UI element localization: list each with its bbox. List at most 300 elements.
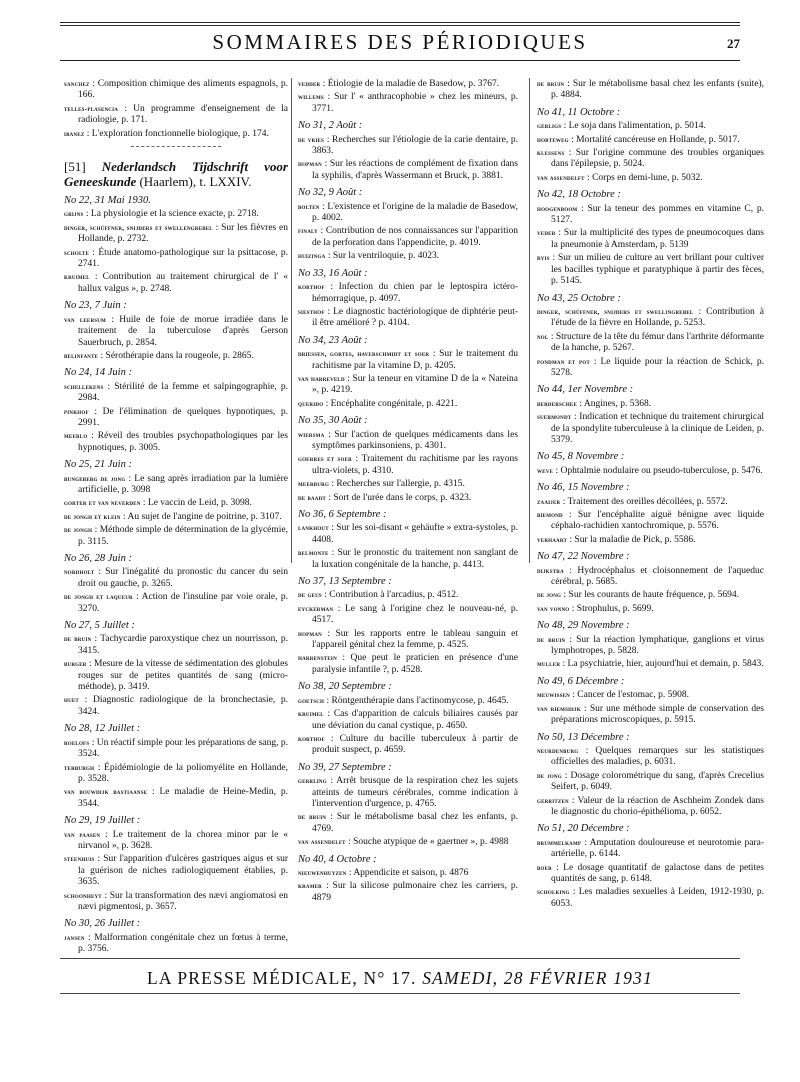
article-entry [537, 306, 764, 330]
article-title: : Sur la teneur des pommes en vitamine C, p. 5127. [551, 203, 764, 226]
article-author: grijns [64, 209, 84, 219]
article-entry [298, 281, 518, 305]
column-3-top-entries [537, 78, 764, 102]
article-entry [64, 128, 288, 140]
column-3 [537, 78, 764, 911]
article-title: : De l'élimination de quelques hypnotiques, p. 2991. [78, 406, 288, 428]
article-entry [537, 703, 764, 727]
article-title: : Sur l'apparition d'ulcères gastriques aigus et sur la guérison de niches radiologiquement établies, p. 3635. [78, 854, 288, 888]
article-title: : Hydrocéphalus et cloisonnement de l'aqueduc cérébral, p. 5685. [551, 565, 764, 588]
article-author: korthof [298, 733, 325, 743]
article-title: : Sur l'origine commune des troubles organiques dans l'épilepsie, p. 5024. [551, 148, 764, 170]
article-title: : Sur l'inégalité du pronostic du cancer du sein droit ou gauche, p. 3265. [78, 567, 288, 589]
article-title: : Composition chimique des aliments espagnols, p. 166. [78, 79, 288, 101]
article-title: : Culture du bacille tuberculeux à partir de produit suspect, p. 4659. [312, 733, 518, 756]
article-title: : La physiologie et la science exacte, p. 2718. [83, 209, 259, 220]
issue-heading: No 48, 29 Novembre : [537, 620, 630, 632]
column-3-sections [537, 107, 764, 910]
article-title: : Strophulus, p. 5699. [569, 603, 654, 614]
article-title: : Réveil des troubles psychopathologiques par les hypnotiques, p. 3005. [78, 431, 288, 453]
article-title: : Valeur de la réaction de Aschheim Zondek dans le diagnostic du chorio-épithélioma, p. 6052. [551, 795, 764, 817]
article-title: : Le sang après irradiation par la lumière artificielle, p. 3098 [78, 473, 289, 495]
header-rule-top [60, 22, 740, 23]
article-author: klessens [537, 148, 565, 158]
article-title: : Structure de la tête du fémur dans l'arthrite déformante de la hanche, p. 5267. [548, 331, 764, 354]
article-title: : La psychiatrie, hier, aujourd'hui et demain, p. 5843. [560, 659, 764, 670]
page-title: SOMMAIRES DES PÉRIODIQUES [212, 30, 588, 54]
article-entry [64, 222, 288, 246]
article-author: meerlo [64, 431, 88, 441]
article-entry [64, 829, 288, 853]
article-entry [537, 862, 764, 886]
article-author: kruimel [64, 272, 90, 282]
article-title: : Corps en demi-lune, p. 5032. [584, 172, 703, 183]
article-author: pinkhof [64, 406, 89, 416]
article-entry [537, 770, 764, 794]
article-title: : Le soja dans l'alimentation, p. 5014. [561, 121, 706, 132]
article-author: van harreveld [298, 373, 345, 383]
article-entry [298, 775, 518, 810]
article-title: : Étiologie de la maladie de Basedow, p. 3767. [320, 79, 500, 89]
article-entry [298, 628, 518, 652]
issue-heading: No 42, 18 Octobre : [537, 189, 621, 201]
article-title: : Sérothérapie dans la rougeole, p. 2865. [98, 350, 254, 361]
article-entry [64, 430, 288, 454]
article-author: querido [298, 398, 324, 408]
article-author: sanchez [64, 79, 90, 88]
article-entry [298, 811, 518, 835]
article-entry [537, 658, 764, 670]
article-entry [64, 932, 288, 956]
article-title: : Sur le métabolisme basal chez les enfants, p. 4769. [312, 812, 518, 834]
article-author: de jongh et klein [64, 511, 121, 521]
journal-number: [51] [64, 159, 102, 175]
article-author: muller [537, 659, 561, 669]
article-entry [537, 203, 764, 227]
article-entry [64, 658, 288, 693]
column-divider-2 [529, 78, 530, 563]
article-title: : Mesure de la vitesse de sédimentation des globules rouges sur de petites quantités de sang (micro-méthode), p. 3419. [78, 659, 288, 693]
article-entry [298, 836, 518, 848]
issue-heading: No 32, 9 Août : [298, 187, 363, 199]
article-title: : Sur la teneur en vitamine D de la « Nateina », p. 4219. [312, 373, 519, 396]
article-title: : Sur les courants de haute fréquence, p. 5694. [561, 590, 739, 601]
article-title: : Sur le métabolisme basal chez les enfants (suite), p. 4884. [551, 79, 764, 101]
article-author: gerritzen [537, 795, 569, 805]
article-entry [64, 737, 288, 761]
footer-rule-bottom [60, 993, 740, 994]
article-title: : Un réactif simple pour les préparations de sang, p. 3524. [78, 737, 288, 760]
issue-heading: No 40, 4 Octobre : [298, 853, 377, 865]
article-title: : Sort de l'urée dans le corps, p. 4323. [325, 492, 472, 503]
issue-heading: No 24, 14 Juin : [64, 367, 132, 379]
article-entry [298, 708, 518, 732]
article-title: : Malformation congénitale chez un fœtus à terme, p. 3756. [78, 932, 288, 955]
article-author: de baadt [298, 492, 326, 502]
article-author: wiersma [298, 429, 325, 439]
article-author: willems [298, 92, 324, 102]
article-author: vedder [298, 79, 321, 88]
article-title: : Sur la silicose pulmonaire chez les carriers, p. 4879 [312, 881, 518, 903]
article-title: : Sur l'encéphalite aiguë bénigne avec liquide céphalo-rachidien xantochromique, p. 5576. [551, 510, 764, 532]
article-title: : Traitement des oreilles décollées, p. 5572. [560, 496, 728, 507]
article-entry [537, 78, 764, 102]
footer-rule-top [60, 958, 740, 959]
article-entry [64, 473, 288, 497]
article-author: goetsch [298, 695, 325, 705]
article-title: : Le vaccin de Leid, p. 3098. [140, 498, 252, 509]
article-title: : Un programme d'enseignement de la radiologie, p. 171. [78, 103, 288, 126]
article-entry [64, 694, 288, 718]
article-entry [64, 762, 288, 786]
article-entry [64, 314, 288, 349]
article-entry [298, 78, 518, 90]
article-entry [64, 208, 288, 220]
article-author: nol [537, 331, 549, 341]
article-author: veder [537, 228, 556, 238]
article-author: de jong [537, 590, 562, 600]
article-title: : Recherches sur l'allergie, p. 4315. [329, 479, 465, 490]
article-author: de bruin [537, 79, 565, 88]
article-author: hopman [298, 628, 322, 638]
issue-heading: No 47, 22 Novembre : [537, 551, 630, 563]
article-title: : Sur la réaction lymphatique, ganglions et virus lymphotropes, p. 5828. [551, 634, 764, 657]
article-author: ryis [537, 253, 550, 263]
article-author: dinger, schüffner, snijders et swellingrebel [537, 306, 694, 316]
article-author: bungeberg de jong [64, 473, 126, 483]
article-author: suermondt [537, 412, 572, 422]
article-title: : Sur les soi-disant « gehäufte » extra-systoles, p. 4408. [312, 523, 518, 545]
article-author: belmonte [298, 548, 329, 558]
article-entry [298, 250, 518, 262]
article-author: roelofs [64, 737, 90, 747]
issue-heading: No 36, 6 Septembre : [298, 509, 387, 520]
article-title: : Le diagnostic bactériologique de diphtérie peut-il être amélioré ? p. 4104. [312, 306, 518, 329]
article-author: eyckerman [298, 603, 334, 613]
article-author: kruimel [298, 709, 324, 719]
article-entry [537, 465, 764, 477]
article-entry [537, 496, 764, 508]
article-entry [537, 411, 764, 446]
article-title: : Sur un milieu de culture au vert brillant pour cultiver les bacilles typhique et paratyphique à partir des fèces, p. 5145. [549, 253, 764, 287]
article-title: : Sur le pronostic du traitement non sanglant de la luxation congénitale de la hanche, p. 4413. [312, 548, 518, 570]
issue-heading: No 43, 25 Octobre : [537, 292, 621, 304]
article-author: meuwissen [537, 690, 570, 700]
article-entry [298, 867, 518, 879]
issue-heading: No 35, 30 Août : [298, 415, 368, 427]
article-title: : Le maladie de Heine-Medin, p. 3544. [78, 787, 288, 809]
article-author: van riemsdijk [537, 703, 581, 713]
article-title: : Étude anatomo-pathologique sur la psittacose, p. 2741. [78, 247, 288, 270]
article-entry [298, 398, 518, 410]
article-author: biemond [537, 510, 563, 519]
article-title: : Épidémiologie de la poliomyélite en Hollande, p. 3528. [78, 762, 288, 784]
article-title: : Sur la maladie de Pick, p. 5586. [567, 534, 696, 545]
article-author: de geus [298, 590, 322, 600]
article-entry [298, 880, 518, 904]
issue-heading: No 30, 26 Juillet : [64, 918, 141, 930]
issue-heading: No 22, 31 Mai 1930. [64, 195, 151, 207]
issue-heading: No 39, 27 Septembre : [298, 761, 392, 773]
article-author: de jong [537, 770, 562, 780]
column-2-sections [298, 120, 518, 904]
article-title: : Sur la transformation des nævi angiomatosi en nævi pigmentosi, p. 3657. [78, 890, 288, 912]
article-entry [64, 247, 288, 271]
article-author: scholking [537, 887, 570, 897]
article-entry [64, 497, 288, 509]
article-entry [298, 453, 518, 477]
issue-heading: No 41, 11 Octobre : [537, 106, 621, 118]
article-author: scholte [64, 247, 90, 257]
issue-heading: No 50, 13 Décembre : [537, 731, 630, 743]
issue-heading: No 34, 23 Août : [298, 334, 368, 346]
article-entry [537, 837, 764, 861]
article-author: driessen, gortes, haverschmidt et soer [298, 349, 430, 359]
article-author: de vries [298, 134, 325, 144]
article-title: : Contribution à l'étude de la fièvre en Hollande, p. 5253. [551, 306, 764, 329]
journal-name: Nederlandsch Tijdschrift voor Geneeskunde [64, 159, 288, 190]
issue-heading: No 23, 7 Juin : [64, 300, 127, 312]
article-entry [537, 356, 764, 380]
article-entry [298, 306, 518, 330]
article-entry [298, 201, 518, 225]
header-rule-top-2 [60, 25, 740, 26]
article-author: goerres et soer [298, 454, 352, 464]
issue-heading: No 28, 12 Juillet : [64, 723, 141, 735]
issue-heading: No 46, 15 Novembre : [537, 482, 630, 494]
article-title: : Amputation douloureuse et neurotomie para-artérielle, p. 6144. [551, 837, 764, 860]
article-title: : Tachycardie paroxystique chez un nourrisson, p. 3415. [78, 634, 288, 656]
journal-place: (Haarlem), t. LXXIV. [136, 174, 252, 190]
article-title: : Le sang à l'origine chez le nouveau-né, p. 4517. [312, 603, 518, 626]
separator [131, 146, 221, 147]
article-entry [537, 795, 764, 819]
article-author: de bruin [537, 634, 566, 644]
article-entry [298, 589, 518, 601]
article-author: bolten [298, 201, 320, 211]
article-title: : Le liquide pour la réaction de Schick, p. 5278. [551, 356, 765, 378]
article-entry [537, 603, 764, 615]
article-entry [64, 786, 288, 810]
article-entry [537, 886, 764, 910]
article-author: de bruin [298, 812, 327, 822]
article-title: : Sur l'action de quelques médicaments dans les symptômes parkinsoniens, p. 4301. [312, 429, 518, 451]
article-title: : Souche atypique de « gaertner », p. 4988 [345, 837, 509, 848]
article-entry [298, 603, 518, 627]
article-author: weve [537, 465, 554, 475]
article-entry [64, 633, 288, 657]
article-title: : Sur l' « anthracophobie » chez les mineurs, p. 3771. [312, 92, 518, 114]
article-entry [64, 511, 288, 523]
page-footer [0, 968, 800, 989]
article-entry [537, 589, 764, 601]
article-title: : Sur une méthode simple de conservation des préparations microscopiques, p. 5915. [551, 703, 764, 726]
article-entry [537, 172, 764, 184]
article-author: boer [537, 862, 552, 872]
page-number: 27 [727, 36, 740, 51]
issue-heading: No 49, 6 Décembre : [537, 675, 625, 687]
article-title: : Les maladies sexuelles à Leiden, 1912-1930, p. 6053. [551, 887, 764, 909]
article-entry [298, 158, 518, 182]
article-title: : Diagnostic radiologique de la bronchectasie, p. 3424. [78, 695, 288, 717]
article-title: : Mortalité cancéreuse en Hollande, p. 5017. [568, 134, 740, 145]
article-author: kramer [298, 881, 322, 891]
article-title: : Au sujet de l'angine de poitrine, p. 3107. [120, 511, 282, 522]
article-author: de jongh [64, 525, 93, 535]
article-author: van assendelft [537, 172, 585, 182]
article-author: horteweg [537, 134, 569, 144]
article-title: : Sur la ventriloquie, p. 4023. [325, 251, 440, 262]
article-author: schoonheyt [64, 890, 102, 900]
column-1-top-entries [64, 78, 288, 140]
issue-heading: No 51, 20 Décembre : [537, 823, 630, 835]
article-title: : Huile de foie de morue irradiée dans le traitement de la tuberculose d'après Gerson Sauerbruch, p. 2854. [78, 314, 289, 348]
article-entry [298, 652, 518, 676]
article-author: zaaijer [537, 496, 561, 506]
article-title: : Contribution au traitement chirurgical de l' « hallux valgus », p. 2748. [78, 272, 288, 294]
article-title: : Sur les rapports entre le tableau sanguin et l'appareil génital chez la femme, p. 4525. [312, 628, 518, 651]
article-entry [64, 524, 288, 548]
column-2 [298, 78, 518, 905]
article-author: jansen [64, 932, 85, 942]
article-title: : L'existence et l'origine de la maladie de Basedow, p. 4002. [312, 201, 518, 224]
article-entry [298, 225, 518, 249]
article-author: korthof [298, 282, 325, 292]
article-author: siesthof [298, 306, 325, 316]
article-author: verhaart [537, 534, 568, 544]
article-title: : Sur les fièvres en Hollande, p. 2732. [78, 222, 289, 245]
journal-heading [64, 159, 288, 189]
article-title: : Indication et technique du traitement chirurgical de la spondylite tuberculeuse à la clinique de Leiden, p. 5379. [551, 412, 764, 445]
article-title: : Le dosage quantitatif de galactose dans de petites quantités de sang, p. 6148. [551, 862, 764, 884]
article-author: terburgh [64, 762, 95, 772]
article-entry [537, 745, 764, 769]
article-author: dinger, schüffner, snijders et swellengrebel [64, 222, 213, 232]
article-author: nordholt [64, 567, 95, 577]
article-author: van assendelft [298, 837, 346, 847]
article-title: : Sur la multiplicité des types de pneumocoques dans la pneumonie à Amsterdam, p. 5139 [551, 228, 764, 250]
article-entry [298, 348, 518, 372]
article-title: : Méthode simple de détermination de la glycémie, p. 3115. [78, 525, 288, 547]
article-author: finaly [298, 226, 318, 236]
article-title: : Cas d'apparition de calculs biliaires causés par une déviation du canal cystique, p. 4650. [312, 709, 518, 731]
article-author: gerligs [537, 121, 562, 131]
issue-heading: No 31, 2 Août : [298, 120, 363, 132]
article-author: van vonno [537, 603, 570, 613]
article-entry [537, 147, 764, 171]
article-author: nieuwenhuyzen [298, 867, 347, 877]
article-author: lankhout [298, 523, 329, 533]
article-title: : Que peut le praticien en présence d'une paralysie infantile ?, p. 4528. [312, 653, 518, 675]
article-author: hoogenboom [537, 203, 578, 213]
article-author: van paasen [64, 829, 101, 839]
footer-journal: LA PRESSE MÉDICALE, N° 17. [147, 968, 417, 988]
article-entry [298, 478, 518, 490]
article-author: hopman [298, 159, 322, 169]
column-2-top-entries [298, 78, 518, 115]
article-entry [537, 398, 764, 410]
issue-heading: No 45, 8 Novembre : [537, 451, 625, 463]
article-title: : Dosage colorométrique du sang, d'après Crecelius Seifert, p. 6049. [551, 770, 764, 793]
issue-heading: No 38, 20 Septembre : [298, 681, 392, 693]
article-title: : Recherches sur l'étiologie de la carie dentaire, p. 3863. [312, 134, 518, 157]
article-title: : Le traitement de la chorea minor par le « nirvanol », p. 3628. [78, 829, 289, 851]
article-title: : Contribution à l'arcadius, p. 4512. [321, 590, 459, 601]
issue-heading: No 27, 5 Juillet : [64, 620, 135, 632]
issue-heading: No 26, 28 Juin : [64, 553, 132, 564]
article-author: gorter et van neverden [64, 498, 141, 508]
article-entry [537, 252, 764, 287]
article-author: ibanez [64, 128, 85, 138]
article-title: : Arrêt brusque de la respiration chez les sujets atteints de tumeurs cérébrales, comme indication à l'intervention d'urgence, p. 4765. [312, 776, 518, 809]
article-title: : Contribution de nos connaissances sur l'apparition de la perforation dans l'appendicite, p. 4019. [312, 226, 518, 248]
footer-date: SAMEDI, 28 FÉVRIER 1931 [422, 968, 653, 988]
article-entry [64, 271, 288, 295]
article-entry [537, 509, 764, 533]
issue-heading: No 25, 21 Juin : [64, 459, 132, 471]
article-entry [298, 695, 518, 707]
article-author: dijkstra [537, 565, 564, 575]
article-entry [64, 381, 288, 405]
article-entry [537, 331, 764, 355]
article-entry [298, 733, 518, 757]
article-entry [298, 492, 518, 504]
article-author: steenhuis [64, 854, 95, 864]
article-entry [298, 547, 518, 571]
article-entry [298, 429, 518, 453]
article-author: pondman et pot [537, 356, 590, 366]
article-author: van bouwdijk bastiaanse [64, 787, 148, 797]
article-entry [64, 890, 288, 914]
article-title: : Sur les réactions de complément de fixation dans la syphilis, d'après Wassermann et Bruck, p. 3881. [312, 159, 518, 181]
issue-heading: No 44, 1er Novembre : [537, 384, 634, 396]
article-entry [298, 134, 518, 158]
column-divider-1 [291, 78, 292, 563]
article-entry [64, 591, 288, 615]
article-entry [298, 373, 518, 397]
article-entry [537, 634, 764, 658]
article-entry [537, 227, 764, 251]
article-title: : Encéphalite congénitale, p. 4221. [323, 398, 458, 409]
article-entry [537, 120, 764, 132]
article-entry [64, 566, 288, 590]
article-author: de bruin [64, 634, 92, 644]
issue-heading: No 29, 19 Juillet : [64, 815, 141, 827]
article-entry [64, 78, 288, 102]
issue-heading: No 37, 13 Septembre : [298, 576, 392, 588]
article-entry [64, 103, 288, 127]
article-author: harrenstein [298, 653, 337, 663]
article-entry [537, 134, 764, 146]
article-title: : Quelques remarques sur les statistiques officielles des maladies, p. 6031. [551, 745, 764, 768]
issue-heading: No 33, 16 Août : [298, 267, 368, 279]
article-author: huizinga [298, 251, 326, 261]
article-title: : Action de l'insuline par voie orale, p. 3270. [78, 592, 288, 614]
column-1-sections [64, 195, 288, 956]
article-entry [298, 91, 518, 115]
article-title: : Infection du chien par le leptospira ictéro-hémorragique, p. 4097. [312, 282, 518, 304]
article-title: : Appendicite et saison, p. 4876 [346, 867, 469, 878]
article-author: van leersum [64, 314, 106, 324]
article-title: : L'exploration fonctionnelle biologique, p. 174. [84, 128, 269, 139]
article-author: gerrling [298, 776, 327, 786]
article-author: telles-plasencia [64, 103, 119, 113]
column-1 [64, 78, 288, 957]
header-rule-bottom [60, 60, 740, 61]
article-author: burger [64, 659, 87, 669]
article-author: huet [64, 695, 79, 705]
article-entry [64, 350, 288, 362]
